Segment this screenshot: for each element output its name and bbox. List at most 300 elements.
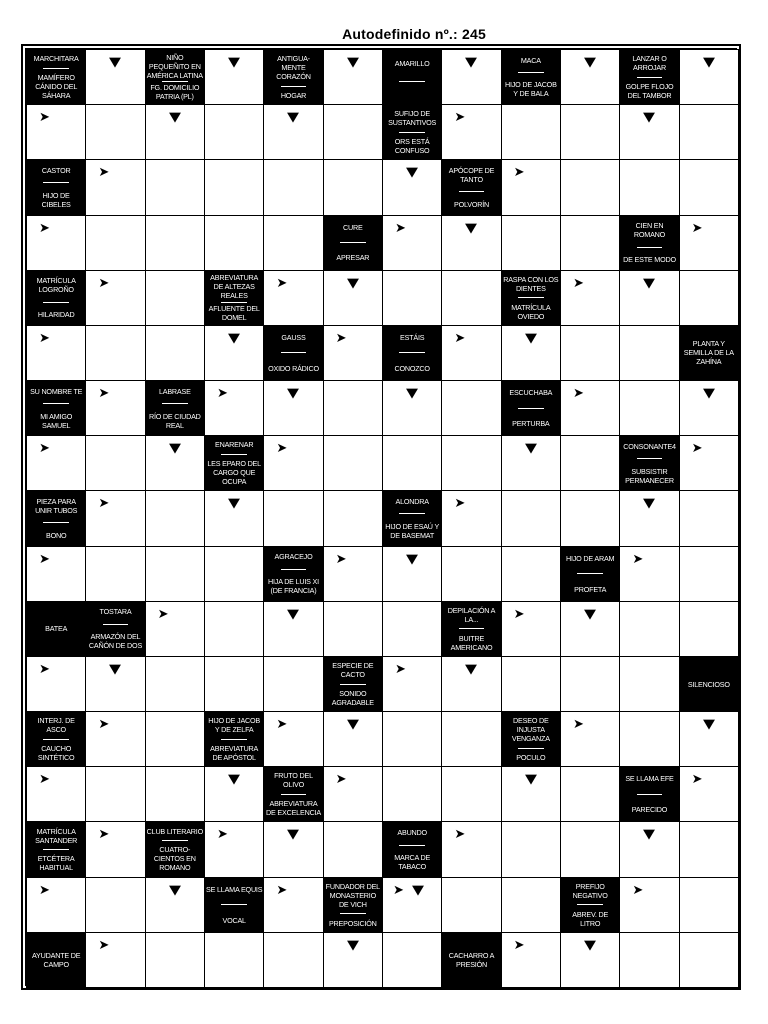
answer-cell[interactable]: [145, 932, 205, 988]
answer-cell[interactable]: [323, 766, 383, 822]
answer-cell[interactable]: [619, 104, 679, 160]
clue-text: CUATRO-CIENTOS EN ROMANO: [153, 845, 196, 873]
definition-cell: [323, 877, 383, 933]
answer-cell[interactable]: [85, 215, 145, 271]
arrow-down-icon: ▼: [287, 827, 300, 843]
clue-text: ORS ESTÁ CONFUSO: [394, 137, 430, 156]
clue-text: MACA: [520, 55, 541, 65]
answer-cell[interactable]: [145, 656, 205, 712]
definition-cell: [560, 546, 620, 602]
answer-cell[interactable]: [145, 104, 205, 160]
answer-cell[interactable]: [323, 932, 383, 988]
answer-cell[interactable]: [560, 104, 620, 160]
arrow-right-icon: ➤: [573, 386, 584, 402]
definition-text: [87, 604, 143, 654]
answer-cell[interactable]: [204, 932, 264, 988]
answer-cell[interactable]: [679, 159, 739, 215]
definition-cell: [85, 601, 145, 657]
answer-cell[interactable]: [679, 932, 739, 988]
answer-cell[interactable]: [263, 380, 323, 436]
clue-text: FUNDADOR DEL MONASTERIO DE VICH: [325, 881, 380, 909]
definition-text: [621, 769, 677, 819]
answer-cell[interactable]: [323, 49, 383, 105]
answer-cell[interactable]: [679, 711, 739, 767]
answer-cell[interactable]: [679, 104, 739, 160]
clue-text: ESTÁIS: [399, 333, 425, 343]
clue-separator: [340, 684, 366, 685]
definition-cell: [382, 49, 442, 105]
definition-cell: [145, 821, 205, 877]
puzzle-title: [0, 26, 768, 42]
definition-cell: [26, 380, 86, 436]
answer-cell[interactable]: [441, 877, 501, 933]
answer-cell[interactable]: [560, 380, 620, 436]
answer-cell[interactable]: [501, 490, 561, 546]
answer-cell[interactable]: [323, 270, 383, 326]
clue-text: FG. DOMICILIO PATRIA (PL): [150, 83, 200, 102]
clue-separator: [399, 352, 425, 353]
answer-cell[interactable]: [85, 380, 145, 436]
clue-text: SE LLAMA EFE: [625, 774, 674, 784]
clue-separator: [459, 628, 485, 629]
arrow-down-icon: ▼: [168, 110, 181, 126]
arrow-down-icon: ▼: [465, 220, 478, 236]
answer-cell[interactable]: [619, 821, 679, 877]
answer-cell[interactable]: [145, 877, 205, 933]
definition-cell: [382, 325, 442, 381]
answer-cell[interactable]: [679, 380, 739, 436]
answer-cell[interactable]: [501, 821, 561, 877]
answer-cell[interactable]: [263, 821, 323, 877]
arrow-right-icon: ➤: [276, 882, 288, 898]
answer-cell[interactable]: [26, 104, 86, 160]
arrow-down-icon: ▼: [109, 661, 122, 677]
answer-cell[interactable]: [85, 49, 145, 105]
answer-cell[interactable]: [679, 215, 739, 271]
answer-cell[interactable]: [85, 325, 145, 381]
answer-cell[interactable]: [85, 877, 145, 933]
answer-cell[interactable]: [85, 821, 145, 877]
answer-cell[interactable]: [85, 656, 145, 712]
clue-separator: [577, 904, 603, 905]
arrow-down-icon: ▼: [346, 275, 359, 291]
answer-cell[interactable]: [441, 49, 501, 105]
answer-cell[interactable]: [204, 104, 264, 160]
clue-text: MI AMIGO SAMUEL: [40, 411, 73, 430]
answer-cell[interactable]: [619, 932, 679, 988]
answer-cell[interactable]: [145, 159, 205, 215]
answer-cell[interactable]: [263, 932, 323, 988]
clue-separator: [518, 408, 544, 409]
answer-cell[interactable]: [501, 656, 561, 712]
definition-cell: [679, 656, 739, 712]
answer-cell[interactable]: [619, 601, 679, 657]
arrow-right-icon: ➤: [691, 772, 703, 788]
answer-cell[interactable]: [85, 435, 145, 491]
arrow-right-icon: ➤: [335, 772, 347, 788]
answer-cell[interactable]: [145, 215, 205, 271]
answer-cell[interactable]: [85, 490, 145, 546]
answer-cell[interactable]: [204, 546, 264, 602]
answer-cell[interactable]: [26, 766, 86, 822]
answer-cell[interactable]: [501, 877, 561, 933]
answer-cell[interactable]: [204, 601, 264, 657]
answer-cell[interactable]: [382, 711, 442, 767]
answer-cell[interactable]: [382, 380, 442, 436]
answer-cell[interactable]: [560, 932, 620, 988]
clue-text: SONIDO AGRADABLE: [331, 688, 374, 707]
definition-cell: [501, 380, 561, 436]
answer-cell[interactable]: [501, 325, 561, 381]
answer-cell[interactable]: [263, 270, 323, 326]
definition-text: [265, 769, 321, 819]
clue-text: TOSTARA: [99, 607, 132, 617]
definition-text: [621, 438, 677, 488]
answer-cell[interactable]: [501, 215, 561, 271]
answer-cell[interactable]: [501, 546, 561, 602]
arrow-right-icon: ➤: [39, 551, 50, 567]
answer-cell[interactable]: [441, 215, 501, 271]
answer-cell[interactable]: [263, 877, 323, 933]
answer-cell[interactable]: [501, 104, 561, 160]
answer-cell[interactable]: [85, 159, 145, 215]
answer-cell[interactable]: [619, 656, 679, 712]
answer-cell[interactable]: [501, 435, 561, 491]
answer-cell[interactable]: [26, 656, 86, 712]
answer-cell[interactable]: [263, 711, 323, 767]
answer-cell[interactable]: [619, 380, 679, 436]
answer-cell[interactable]: [679, 601, 739, 657]
answer-cell[interactable]: [679, 49, 739, 105]
arrow-right-icon: ➤: [98, 496, 110, 512]
answer-cell[interactable]: [441, 270, 501, 326]
answer-cell[interactable]: [26, 546, 86, 602]
answer-cell[interactable]: [619, 490, 679, 546]
definition-text: [147, 52, 203, 102]
answer-cell[interactable]: [263, 435, 323, 491]
answer-cell[interactable]: [204, 490, 264, 546]
definition-text: [28, 162, 84, 212]
answer-cell[interactable]: [263, 656, 323, 712]
clue-text: ANTIGUA-MENTE CORAZÓN: [276, 54, 311, 82]
definition-text: [28, 714, 84, 764]
clue-text: HIJO DE JACOB Y DE ZELFA: [208, 716, 261, 735]
answer-cell[interactable]: [560, 49, 620, 105]
answer-cell[interactable]: [204, 49, 264, 105]
arrow-right-icon: ➤: [98, 937, 110, 953]
clue-separator: [577, 573, 603, 574]
answer-cell[interactable]: [85, 711, 145, 767]
answer-cell[interactable]: [382, 601, 442, 657]
answer-cell[interactable]: [501, 932, 561, 988]
answer-cell[interactable]: [441, 821, 501, 877]
answer-cell[interactable]: [323, 104, 383, 160]
arrow-right-icon: ➤: [454, 330, 466, 346]
answer-cell[interactable]: [323, 159, 383, 215]
definition-cell: [204, 435, 264, 491]
clue-separator: [340, 913, 366, 914]
answer-cell[interactable]: [560, 601, 620, 657]
answer-cell[interactable]: [441, 711, 501, 767]
arrow-down-icon: ▼: [406, 551, 419, 567]
clue-text: CACHARRO A PRESIÓN: [448, 950, 495, 969]
answer-cell[interactable]: [204, 821, 264, 877]
definition-text: [384, 328, 440, 378]
definition-cell: [501, 711, 561, 767]
arrow-right-icon: ➤: [335, 551, 347, 567]
answer-cell[interactable]: [145, 546, 205, 602]
answer-cell[interactable]: [441, 104, 501, 160]
answer-cell[interactable]: [441, 380, 501, 436]
arrow-right-icon: ➤: [157, 606, 169, 622]
clue-text: GOLPE FLOJO DEL TAMBOR: [625, 81, 674, 100]
answer-cell[interactable]: [204, 656, 264, 712]
answer-cell[interactable]: [85, 766, 145, 822]
arrow-down-icon: ▼: [584, 937, 597, 953]
arrow-down-icon: ▼: [412, 882, 424, 898]
arrow-down-icon: ▼: [287, 606, 300, 622]
answer-cell[interactable]: [560, 656, 620, 712]
clue-separator: [43, 68, 69, 69]
answer-cell[interactable]: [382, 546, 442, 602]
arrow-down-icon: ▼: [406, 165, 419, 181]
clue-text: CLUB LITERARIO: [146, 826, 203, 836]
clue-separator: [43, 182, 69, 183]
answer-cell[interactable]: [85, 270, 145, 326]
answer-cell[interactable]: [382, 656, 442, 712]
answer-cell[interactable]: [679, 270, 739, 326]
answer-cell[interactable]: [145, 490, 205, 546]
answer-cell[interactable]: [263, 490, 323, 546]
answer-cell[interactable]: [382, 877, 442, 933]
arrow-right-icon: ➤: [39, 330, 50, 346]
arrow-down-icon: ▼: [465, 55, 478, 70]
clue-text: AGRACEJO: [274, 552, 313, 562]
answer-cell[interactable]: [560, 490, 620, 546]
definition-text: [28, 935, 84, 985]
clue-separator: [281, 86, 307, 87]
answer-cell[interactable]: [441, 546, 501, 602]
definition-cell: [26, 490, 86, 546]
arrow-right-icon: ➤: [39, 110, 50, 126]
answer-cell[interactable]: [323, 325, 383, 381]
clue-text: ENARENAR: [214, 440, 254, 450]
clue-separator: [518, 297, 544, 298]
answer-cell[interactable]: [204, 380, 264, 436]
answer-cell[interactable]: [263, 601, 323, 657]
answer-cell[interactable]: [323, 490, 383, 546]
clue-separator: [162, 840, 188, 841]
answer-cell[interactable]: [26, 435, 86, 491]
arrow-right-icon: ➤: [335, 330, 347, 346]
answer-cell[interactable]: [145, 766, 205, 822]
definition-cell: [263, 766, 323, 822]
clue-text: ALONDRA: [395, 497, 429, 507]
clue-text: MATRÍCULA OVIEDO: [511, 302, 551, 321]
definition-cell: [441, 932, 501, 988]
answer-cell[interactable]: [619, 270, 679, 326]
answer-cell[interactable]: [560, 159, 620, 215]
clue-text: ESPECIE DE CACTO: [332, 661, 374, 680]
answer-cell[interactable]: [323, 380, 383, 436]
definition-cell: [501, 49, 561, 105]
clue-text: HIJO DE ARAM: [566, 553, 615, 563]
answer-cell[interactable]: [619, 877, 679, 933]
clue-text: HIJO DE JACOB Y DE BALA: [504, 80, 557, 99]
clue-separator: [43, 522, 69, 523]
arrow-down-icon: ▼: [524, 441, 537, 457]
answer-cell[interactable]: [145, 711, 205, 767]
answer-cell[interactable]: [263, 104, 323, 160]
clue-text: PROFETA: [574, 584, 607, 594]
definition-text: [503, 383, 559, 433]
definition-text: [265, 328, 321, 378]
clue-separator: [281, 794, 307, 795]
clue-text: PREPOSICIÓN: [328, 918, 377, 928]
clue-text: HIJO DE ESAÚ Y DE BASEMAT: [385, 521, 440, 540]
clue-text: MATRÍCULA LOGROÑO: [36, 276, 76, 295]
answer-cell[interactable]: [560, 821, 620, 877]
definition-cell: [145, 380, 205, 436]
answer-cell[interactable]: [263, 215, 323, 271]
clue-text: CIEN EN ROMANO: [633, 221, 666, 240]
answer-cell[interactable]: [323, 601, 383, 657]
answer-cell[interactable]: [26, 325, 86, 381]
clue-text: HOGAR: [280, 90, 307, 100]
arrow-down-icon: ▼: [406, 386, 419, 402]
answer-cell[interactable]: [441, 490, 501, 546]
answer-cell[interactable]: [560, 711, 620, 767]
clue-text: LANZAR O ARROJAR: [632, 54, 667, 73]
definition-text: [503, 273, 559, 323]
answer-cell[interactable]: [382, 270, 442, 326]
answer-cell[interactable]: [441, 435, 501, 491]
arrow-down-icon: ▼: [702, 55, 715, 70]
definition-cell: [204, 877, 264, 933]
answer-cell[interactable]: [204, 325, 264, 381]
clue-text: SU NOMBRE TE: [30, 386, 83, 396]
answer-cell[interactable]: [204, 766, 264, 822]
answer-cell[interactable]: [679, 490, 739, 546]
definition-text: [28, 824, 84, 874]
answer-cell[interactable]: [560, 270, 620, 326]
answer-cell[interactable]: [85, 546, 145, 602]
clue-text: PREFIJO NEGATIVO: [572, 881, 608, 900]
answer-cell[interactable]: [382, 215, 442, 271]
answer-cell[interactable]: [679, 435, 739, 491]
answer-cell[interactable]: [323, 821, 383, 877]
answer-cell[interactable]: [560, 215, 620, 271]
answer-cell[interactable]: [619, 159, 679, 215]
answer-cell[interactable]: [204, 159, 264, 215]
answer-cell[interactable]: [145, 601, 205, 657]
answer-cell[interactable]: [501, 766, 561, 822]
answer-cell[interactable]: [382, 932, 442, 988]
answer-cell[interactable]: [619, 546, 679, 602]
arrow-right-icon: ➤: [98, 827, 110, 843]
clue-separator: [340, 242, 366, 243]
clue-text: BONO: [45, 530, 67, 540]
clue-text: PERTURBA: [512, 419, 550, 429]
arrow-down-icon: ▼: [524, 330, 537, 346]
answer-cell[interactable]: [85, 104, 145, 160]
answer-cell[interactable]: [85, 932, 145, 988]
clue-text: RÍO DE CIUDAD REAL: [148, 411, 201, 430]
definition-cell: [26, 49, 86, 105]
arrow-down-icon: ▼: [228, 772, 241, 788]
clue-separator: [221, 454, 247, 455]
definition-cell: [679, 325, 739, 381]
answer-cell[interactable]: [679, 546, 739, 602]
clue-text: HIJO DE CIBELES: [41, 190, 71, 209]
answer-cell[interactable]: [679, 877, 739, 933]
answer-cell[interactable]: [204, 215, 264, 271]
answer-cell[interactable]: [501, 601, 561, 657]
answer-cell[interactable]: [619, 325, 679, 381]
answer-cell[interactable]: [263, 159, 323, 215]
clue-separator: [162, 81, 188, 82]
definition-cell: [323, 656, 383, 712]
clue-text: CAUCHO SINTÉTICO: [37, 744, 75, 763]
clue-text: AMARILLO: [394, 58, 430, 68]
answer-cell[interactable]: [501, 159, 561, 215]
clue-text: APRESAR: [336, 253, 370, 263]
clue-separator: [637, 247, 663, 248]
answer-cell[interactable]: [560, 325, 620, 381]
answer-cell[interactable]: [619, 711, 679, 767]
answer-cell[interactable]: [679, 766, 739, 822]
answer-cell[interactable]: [441, 766, 501, 822]
definition-text: [443, 935, 499, 985]
arrow-right-icon: ➤: [393, 882, 404, 898]
arrow-right-icon: ➤: [276, 717, 288, 733]
definition-cell: [441, 601, 501, 657]
clue-text: SE LLAMA EQUIS: [206, 884, 263, 894]
answer-cell[interactable]: [145, 325, 205, 381]
answer-cell[interactable]: [382, 159, 442, 215]
definition-text: [384, 107, 440, 157]
definition-text: [206, 438, 262, 488]
arrow-down-icon: ▼: [643, 827, 656, 843]
answer-cell[interactable]: [382, 766, 442, 822]
clue-separator: [221, 904, 247, 905]
answer-cell[interactable]: [441, 656, 501, 712]
answer-cell[interactable]: [679, 821, 739, 877]
clue-text: GAUSS: [281, 333, 306, 343]
definition-text: [681, 659, 737, 709]
answer-cell[interactable]: [26, 215, 86, 271]
answer-cell[interactable]: [26, 877, 86, 933]
answer-cell[interactable]: [560, 766, 620, 822]
answer-cell[interactable]: [382, 435, 442, 491]
answer-cell[interactable]: [323, 546, 383, 602]
clue-text: CONSONANTE4: [623, 441, 676, 451]
clue-text: SILENCIOSO: [687, 679, 730, 689]
definition-cell: [382, 104, 442, 160]
answer-cell[interactable]: [441, 325, 501, 381]
answer-cell[interactable]: [145, 270, 205, 326]
clue-separator: [399, 132, 425, 133]
clue-text: MAMÍFERO CÁNIDO DEL SÁHARA: [35, 72, 78, 100]
answer-cell[interactable]: [145, 435, 205, 491]
arrow-right-icon: ➤: [98, 386, 110, 402]
arrow-down-icon: ▼: [346, 717, 359, 733]
clue-separator: [459, 191, 485, 192]
answer-cell[interactable]: [560, 435, 620, 491]
answer-cell[interactable]: [323, 435, 383, 491]
clue-text: VOCAL: [222, 915, 246, 925]
answer-cell[interactable]: [323, 711, 383, 767]
